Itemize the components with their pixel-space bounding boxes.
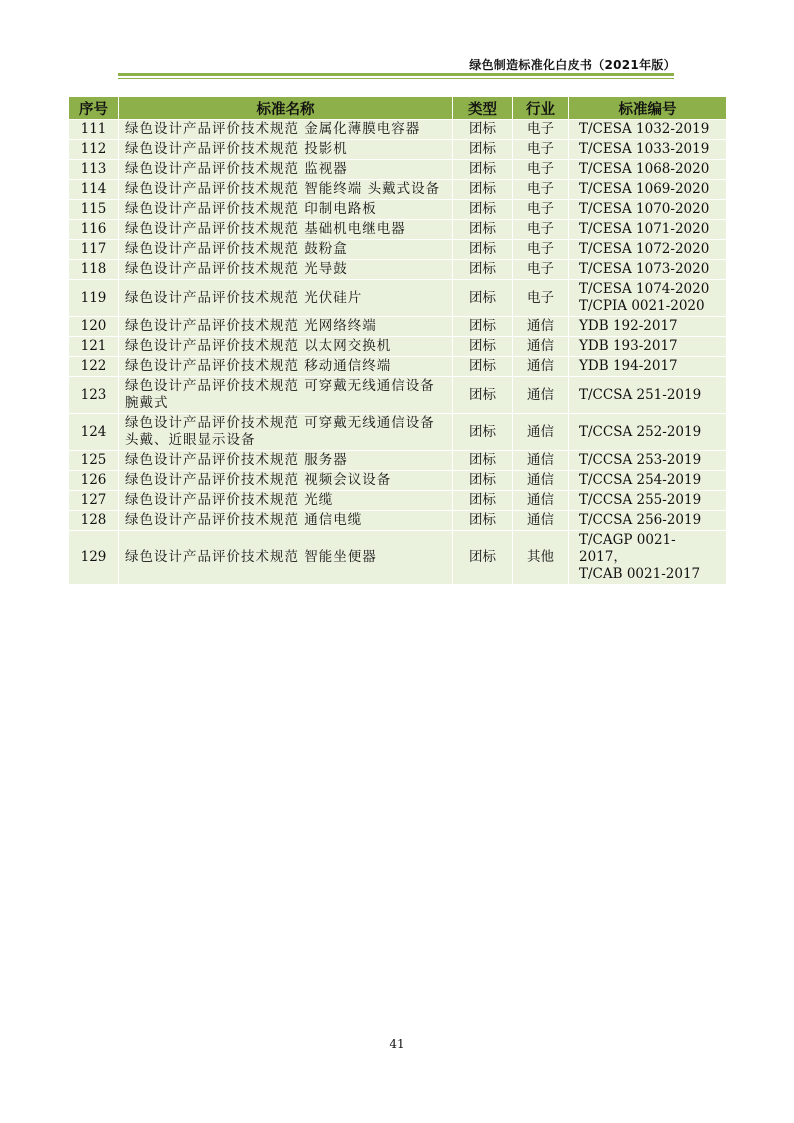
standard-code: T/CAB 0021-2017 [579, 566, 701, 582]
standard-type-cell: 团标 [453, 180, 513, 200]
standard-name-cell: 绿色设计产品评价技术规范 视频会议设备 [119, 471, 453, 491]
industry-cell: 通信 [513, 414, 569, 451]
standard-type-cell: 团标 [453, 451, 513, 471]
col-header-number: 序号 [69, 97, 119, 120]
table-row [69, 240, 727, 260]
standard-code-cell [569, 140, 727, 160]
table-row [69, 280, 727, 317]
standard-type-cell: 团标 [453, 220, 513, 240]
row-number-cell: 126 [69, 471, 119, 491]
standard-code-cell [569, 471, 727, 491]
standard-code: YDB 192-2017 [579, 318, 678, 334]
industry-cell: 通信 [513, 377, 569, 414]
industry-cell: 通信 [513, 491, 569, 511]
standard-code-cell [569, 180, 727, 200]
standard-type-cell: 团标 [453, 240, 513, 260]
standard-code-cell [569, 220, 727, 240]
row-number-cell: 114 [69, 180, 119, 200]
table-row [69, 491, 727, 511]
standard-code: T/CESA 1033-2019 [579, 141, 710, 157]
standard-name-cell: 绿色设计产品评价技术规范 可穿戴无线通信设备 腕戴式 [119, 377, 453, 414]
standard-type-cell: 团标 [453, 280, 513, 317]
standard-code: YDB 193-2017 [579, 338, 678, 354]
standard-code-cell [569, 240, 727, 260]
standard-name-cell: 绿色设计产品评价技术规范 光网络终端 [119, 317, 453, 337]
col-header-name: 标准名称 [119, 97, 453, 120]
table-row [69, 120, 727, 140]
standard-code-cell [569, 491, 727, 511]
row-number-cell: 112 [69, 140, 119, 160]
table-row [69, 357, 727, 377]
standard-code: T/CCSA 253-2019 [579, 452, 702, 468]
table-row [69, 200, 727, 220]
standard-code: T/CCSA 255-2019 [579, 492, 702, 508]
standard-type-cell: 团标 [453, 357, 513, 377]
standard-code-cell [569, 200, 727, 220]
standard-name-cell: 绿色设计产品评价技术规范 印制电路板 [119, 200, 453, 220]
standard-name-cell: 绿色设计产品评价技术规范 鼓粉盒 [119, 240, 453, 260]
standard-code-cell [569, 160, 727, 180]
standard-name-cell: 绿色设计产品评价技术规范 可穿戴无线通信设备 头戴、近眼显示设备 [119, 414, 453, 451]
standard-name-cell: 绿色设计产品评价技术规范 基础机电继电器 [119, 220, 453, 240]
standard-code-cell [569, 414, 727, 451]
row-number-cell: 111 [69, 120, 119, 140]
standard-type-cell: 团标 [453, 160, 513, 180]
standard-code-cell [569, 120, 727, 140]
row-number-cell: 128 [69, 511, 119, 531]
row-number-cell: 113 [69, 160, 119, 180]
row-number-cell: 129 [69, 531, 119, 585]
standard-name-cell: 绿色设计产品评价技术规范 服务器 [119, 451, 453, 471]
table-row [69, 414, 727, 451]
table-header-row [69, 97, 727, 120]
standard-code: T/CPIA 0021-2020 [579, 298, 705, 314]
standard-name-cell: 绿色设计产品评价技术规范 监视器 [119, 160, 453, 180]
standard-code-cell [569, 451, 727, 471]
col-header-type: 类型 [453, 97, 513, 120]
standard-type-cell: 团标 [453, 471, 513, 491]
standard-code: T/CESA 1074-2020 [579, 281, 710, 297]
standard-type-cell: 团标 [453, 491, 513, 511]
row-number-cell: 116 [69, 220, 119, 240]
industry-cell: 通信 [513, 317, 569, 337]
industry-cell: 电子 [513, 180, 569, 200]
standard-name-cell: 绿色设计产品评价技术规范 光伏硅片 [119, 280, 453, 317]
industry-cell: 电子 [513, 160, 569, 180]
table-body [69, 120, 727, 585]
standard-name-cell: 绿色设计产品评价技术规范 移动通信终端 [119, 357, 453, 377]
row-number-cell: 127 [69, 491, 119, 511]
standard-code-cell [569, 377, 727, 414]
standard-type-cell: 团标 [453, 377, 513, 414]
standard-type-cell: 团标 [453, 317, 513, 337]
header-rule-thin [118, 78, 674, 79]
col-header-code: 标准编号 [569, 97, 727, 120]
industry-cell: 电子 [513, 140, 569, 160]
industry-cell: 电子 [513, 280, 569, 317]
table-row [69, 471, 727, 491]
industry-cell: 通信 [513, 511, 569, 531]
table-row [69, 511, 727, 531]
standard-type-cell: 团标 [453, 260, 513, 280]
standard-code: T/CCSA 254-2019 [579, 472, 702, 488]
industry-cell: 电子 [513, 260, 569, 280]
page-number: 41 [389, 1037, 405, 1051]
row-number-cell: 124 [69, 414, 119, 451]
standard-code-cell [569, 337, 727, 357]
industry-cell: 电子 [513, 220, 569, 240]
industry-cell: 通信 [513, 357, 569, 377]
standard-code: T/CESA 1072-2020 [579, 241, 710, 257]
industry-cell: 通信 [513, 451, 569, 471]
standard-code-cell [569, 280, 727, 317]
table-row [69, 317, 727, 337]
standard-code: T/CESA 1071-2020 [579, 221, 710, 237]
standard-code: T/CAGP 0021-2017， [579, 532, 676, 565]
row-number-cell: 119 [69, 280, 119, 317]
table-row [69, 220, 727, 240]
industry-cell: 其他 [513, 531, 569, 585]
header-rule-thick [118, 73, 674, 76]
standard-name-cell: 绿色设计产品评价技术规范 光缆 [119, 491, 453, 511]
standard-code: T/CESA 1068-2020 [579, 161, 710, 177]
table-row [69, 451, 727, 471]
row-number-cell: 121 [69, 337, 119, 357]
col-header-industry: 行业 [513, 97, 569, 120]
standard-type-cell: 团标 [453, 511, 513, 531]
row-number-cell: 115 [69, 200, 119, 220]
standard-code-cell [569, 357, 727, 377]
row-number-cell: 125 [69, 451, 119, 471]
standard-code: T/CESA 1069-2020 [579, 181, 710, 197]
industry-cell: 电子 [513, 200, 569, 220]
standard-name-cell: 绿色设计产品评价技术规范 投影机 [119, 140, 453, 160]
standard-name-cell: 绿色设计产品评价技术规范 金属化薄膜电容器 [119, 120, 453, 140]
standard-code: T/CESA 1032-2019 [579, 121, 710, 137]
standard-code-cell [569, 260, 727, 280]
table-row [69, 140, 727, 160]
standard-code: T/CESA 1070-2020 [579, 201, 710, 217]
standard-code: T/CCSA 251-2019 [579, 386, 702, 403]
standard-code-cell [569, 317, 727, 337]
row-number-cell: 117 [69, 240, 119, 260]
table-row [69, 180, 727, 200]
standard-code: T/CCSA 252-2019 [579, 423, 702, 440]
standard-type-cell: 团标 [453, 120, 513, 140]
table-row [69, 160, 727, 180]
table-row [69, 377, 727, 414]
table-row [69, 337, 727, 357]
standard-name-cell: 绿色设计产品评价技术规范 以太网交换机 [119, 337, 453, 357]
standard-code: T/CESA 1073-2020 [579, 261, 710, 277]
row-number-cell: 123 [69, 377, 119, 414]
table-row [69, 260, 727, 280]
industry-cell: 电子 [513, 120, 569, 140]
standard-name-cell: 绿色设计产品评价技术规范 光导鼓 [119, 260, 453, 280]
table-row [69, 531, 727, 585]
standard-type-cell: 团标 [453, 337, 513, 357]
standards-table [68, 96, 727, 585]
standard-name-cell: 绿色设计产品评价技术规范 智能终端 头戴式设备 [119, 180, 453, 200]
standard-type-cell: 团标 [453, 200, 513, 220]
industry-cell: 通信 [513, 471, 569, 491]
row-number-cell: 120 [69, 317, 119, 337]
standard-code-cell [569, 511, 727, 531]
industry-cell: 通信 [513, 337, 569, 357]
standard-type-cell: 团标 [453, 531, 513, 585]
row-number-cell: 118 [69, 260, 119, 280]
document-header-title: 绿色制造标准化白皮书（2021年版） [469, 58, 676, 72]
standard-type-cell: 团标 [453, 140, 513, 160]
standard-code-cell [569, 531, 727, 585]
standard-name-cell: 绿色设计产品评价技术规范 智能坐便器 [119, 531, 453, 585]
industry-cell: 电子 [513, 240, 569, 260]
standard-name-cell: 绿色设计产品评价技术规范 通信电缆 [119, 511, 453, 531]
standard-code: YDB 194-2017 [579, 358, 678, 374]
standard-type-cell: 团标 [453, 414, 513, 451]
standard-code: T/CCSA 256-2019 [579, 512, 702, 528]
row-number-cell: 122 [69, 357, 119, 377]
